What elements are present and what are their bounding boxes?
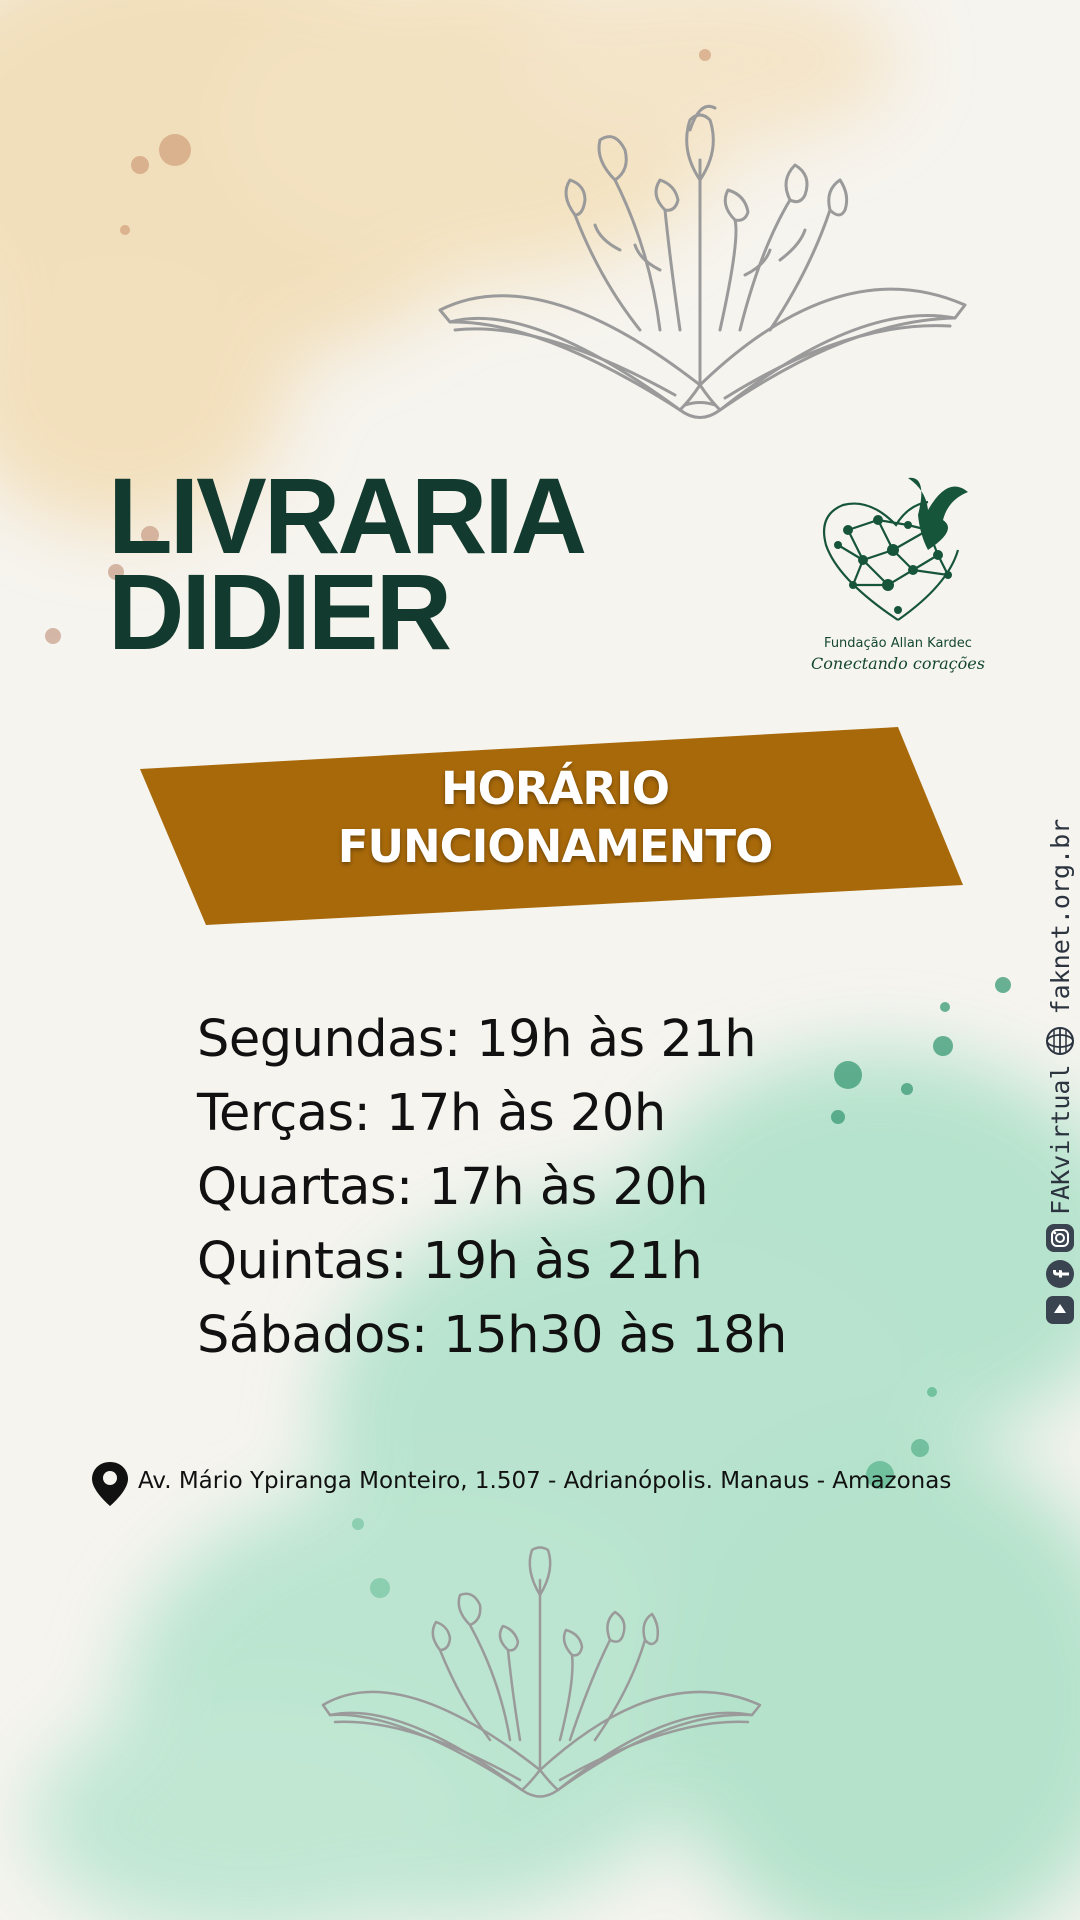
hours-item: Segundas: 19h às 21h [197, 1010, 757, 1069]
hours-item: Sábados: 15h30 às 18h [197, 1306, 787, 1365]
website-link[interactable]: faknet.org.br [1045, 818, 1075, 1015]
banner-heading [300, 760, 810, 876]
store-title-line1: LIVRARIA [108, 455, 585, 576]
logo-org-name: Fundação Allan Kardec [824, 636, 972, 651]
facebook-icon[interactable] [1045, 1259, 1075, 1289]
social-strip [1038, 819, 1080, 1325]
hours-item: Quartas: 17h às 20h [197, 1158, 709, 1217]
store-title [108, 455, 585, 672]
instagram-icon[interactable] [1045, 1223, 1075, 1253]
banner-line1: HORÁRIO [440, 762, 670, 815]
address-row [90, 1460, 1050, 1506]
map-pin-icon [90, 1460, 130, 1508]
address-text: Av. Mário Ypiranga Monteiro, 1.507 - Adrianópolis. Manaus - Amazonas [138, 1468, 952, 1494]
logo-tagline: Conectando corações [811, 654, 985, 673]
globe-icon [1045, 1026, 1075, 1056]
social-handle[interactable]: FAKvirtual [1045, 1064, 1075, 1215]
banner-line2: FUNCIONAMENTO [337, 820, 773, 873]
hours-item: Terças: 17h às 20h [197, 1084, 666, 1143]
hours-item: Quintas: 19h às 21h [197, 1232, 703, 1291]
opening-hours-list [197, 1003, 787, 1373]
youtube-icon[interactable] [1045, 1295, 1075, 1325]
store-title-line2: DIDIER [108, 551, 450, 672]
